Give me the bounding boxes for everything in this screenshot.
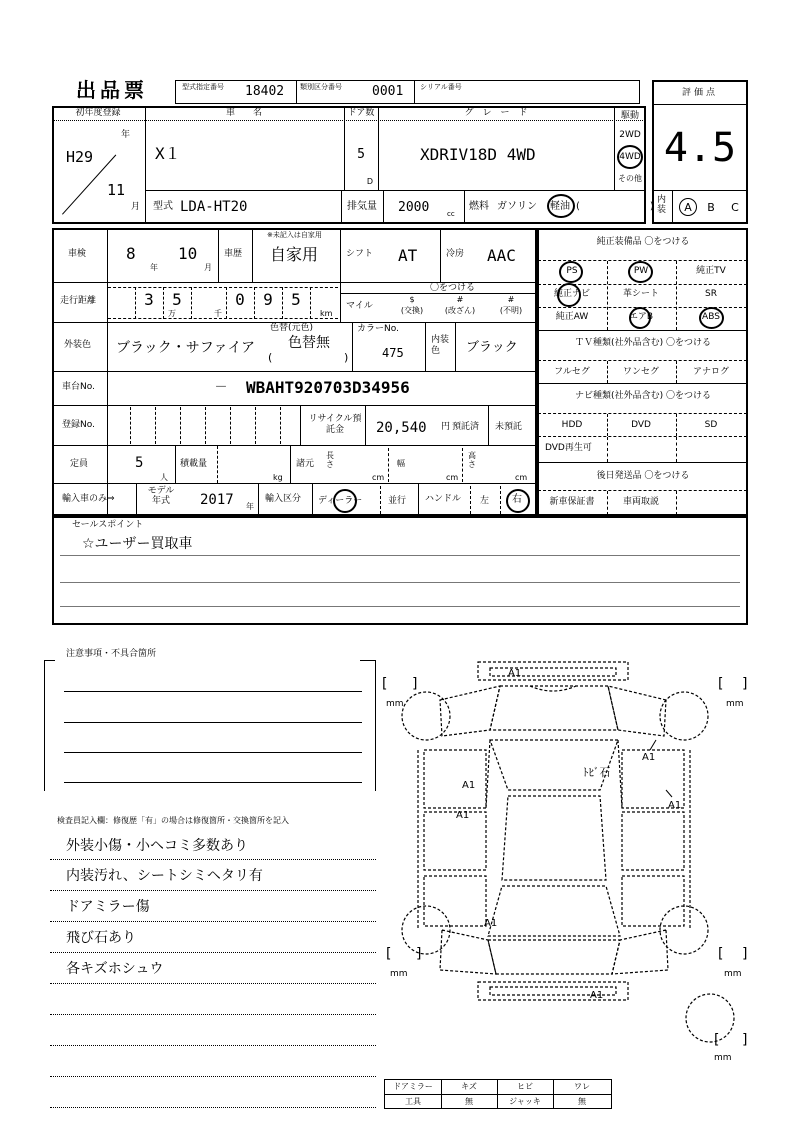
recycle-not-deposited: 未預託 [495, 422, 523, 432]
capacity-value: 5 [135, 455, 144, 471]
legend-header-3: ヒビ [517, 1082, 533, 1091]
interior-grade-c: C [731, 201, 739, 214]
load-label: 積載量 [180, 459, 208, 469]
equipment-sr: SR [705, 289, 717, 299]
equipment-pw: PW [633, 266, 649, 276]
later-manual: 車両取説 [622, 497, 660, 507]
fuel-other-paren: ( ) [576, 201, 654, 212]
shift-value: AT [398, 246, 418, 265]
equipment-aw: 純正AW [555, 312, 589, 322]
sales-point-label: セールスポイント [72, 520, 144, 530]
grade-value: XDRIV18D 4WD [420, 145, 536, 164]
handle-left: 左 [480, 496, 490, 506]
serial-number-label: シリアル番号 [420, 83, 462, 91]
history-label: 車歴 [224, 249, 243, 259]
repaint-paren-close: ) [344, 351, 349, 364]
tv-fullseg: フルセグ [554, 367, 590, 377]
legend-value-2: 無 [465, 1097, 473, 1106]
recycle-label: リサイクル預託金 [308, 414, 362, 435]
inspector-item-4: 飛び石あり [66, 930, 136, 946]
doors-label: ドア数 [347, 108, 375, 118]
chassis-number: WBAHT920703D34956 [246, 378, 410, 397]
score-value: 4.5 [663, 125, 737, 171]
car-name-value: X１ [155, 144, 181, 163]
drive-4wd: 4WD [619, 152, 641, 162]
history-value: 自家用 [270, 245, 319, 264]
inspection-label: 車検 [68, 249, 87, 259]
mark-right-fender: A1 [642, 752, 656, 763]
dims-label: 諸元 [296, 459, 315, 469]
first-reg-year-unit: 年 [121, 130, 131, 140]
legend-value-1: 工具 [405, 1097, 421, 1106]
handle-right: 右 [512, 494, 522, 505]
inspector-label: 検査員記入欄：修復歴「有」の場合は修復箇所・交換箇所を記入 [57, 816, 289, 825]
interior-grade-a-circle [679, 198, 697, 216]
svg-text:[: [ [718, 676, 724, 692]
mileage-digit-1: 3 [144, 290, 154, 309]
mileage-digit-4: 9 [263, 290, 273, 309]
drive-4wd-circle [617, 145, 643, 169]
dims-width-label: 幅 [397, 459, 405, 468]
sales-point-value: ☆ユーザー買取車 [82, 536, 193, 552]
doors-unit: D [366, 177, 374, 186]
interior-color-label: 内装色 [431, 335, 450, 356]
notes-label: 注意事項・不具合箇所 [66, 649, 157, 659]
displacement-label: 排気量 [347, 201, 377, 212]
model-year-value: 2017 [200, 492, 234, 508]
sheet-title: 出品票 [76, 78, 148, 102]
handle-right-circle [506, 489, 530, 513]
inspection-month: 10 [178, 244, 198, 263]
mileage-label: 走行距離 [60, 296, 97, 306]
model-year-unit: 年 [246, 502, 254, 511]
details-box [52, 228, 537, 516]
inspection-year-unit: 年 [150, 263, 158, 272]
notes-bracket-right [360, 660, 376, 791]
recycle-deposited: 預託済 [452, 422, 480, 432]
import-dealer: ディーラー [318, 496, 363, 506]
capacity-unit: 人 [160, 473, 168, 482]
legend-header-4: ワレ [574, 1082, 590, 1091]
first-reg-month: 11 [107, 181, 126, 199]
navi-sd: SD [704, 420, 718, 430]
mileage-digit-5: 5 [291, 290, 301, 309]
later-title: 後日発送品 〇をつける [596, 471, 690, 481]
mileage-modified-symbol: # [456, 295, 464, 304]
recycle-value: 20,540 [376, 420, 427, 436]
equipment-airbag: エアB [628, 312, 654, 322]
equipment-leather: 革シート [622, 289, 660, 299]
svg-text:]: ] [742, 946, 748, 962]
later-warranty: 新車保証書 [549, 497, 595, 507]
dvd-playback: DVD再生可 [545, 443, 592, 453]
inspector-item-5: 各キズホシュウ [66, 961, 164, 977]
equipment-navi-circle [557, 283, 581, 307]
equipment-ps: PS [566, 266, 578, 276]
equipment-title: 純正装備品 〇をつける [596, 237, 690, 247]
car-body-diagram [380, 640, 760, 1063]
mileage-exchange: (交換) [400, 306, 424, 315]
svg-text:[: [ [718, 946, 724, 962]
legend-header-2: キズ [461, 1082, 477, 1091]
dims-length-unit: cm [372, 473, 385, 482]
model-label: 型式 [153, 201, 173, 212]
navi-title: ナビ種類(社外品含む) 〇をつける [575, 391, 711, 401]
class-number-value: 0001 [372, 84, 404, 99]
exterior-color-value: ブラック・サファイア [116, 340, 256, 356]
mileage-unknown: (不明) [499, 306, 523, 315]
first-reg-era-year: H29 [66, 148, 94, 166]
tv-title: ＴＶ種類(社外品含む) 〇をつける [575, 338, 711, 348]
navi-hdd: HDD [561, 420, 583, 430]
inspector-item-3: ドアミラー傷 [66, 899, 150, 915]
drive-2wd: 2WD [619, 130, 641, 140]
class-number-label: 類別区分番号 [300, 83, 342, 91]
mark-front-bumper: A1 [508, 668, 522, 679]
interior-grade-b: B [707, 201, 715, 214]
mark-right-door: A1 [668, 800, 682, 811]
equipment-pw-circle [628, 261, 653, 283]
svg-text:[: [ [714, 1032, 720, 1048]
equipment-ps-circle [559, 261, 583, 283]
inspection-year: 8 [126, 244, 136, 263]
equipment-airbag-circle [628, 307, 654, 329]
chassis-label: 車台No. [62, 382, 95, 392]
mileage-man-unit: 万 [168, 309, 176, 318]
mileage-exchange-symbol: $ [409, 295, 415, 304]
sales-point-box [52, 516, 748, 625]
import-category-label: 輸入区分 [265, 494, 302, 504]
svg-text:[: [ [382, 676, 388, 692]
ac-label: 冷房 [446, 249, 465, 259]
mileage-sen-unit: 千 [214, 309, 222, 318]
legend-header-1: ドアミラー [393, 1082, 433, 1091]
notes-bracket-left [44, 660, 55, 791]
import-label: 輸入車のみ⇒ [62, 494, 115, 504]
grade-label: グ レ ー ド [464, 108, 528, 118]
model-year-label: モデル年式 [147, 486, 175, 506]
repaint-paren-open: ( [268, 351, 273, 364]
mark-left-rear-door: A1 [456, 810, 470, 821]
load-unit: kg [273, 473, 283, 482]
mileage-unknown-symbol: # [507, 295, 515, 304]
svg-text:[: [ [386, 946, 392, 962]
fuel-diesel: 軽油 [550, 201, 570, 212]
interior-grade-a: A [684, 201, 692, 214]
svg-text:]: ] [416, 946, 422, 962]
mark-left-front-door: A1 [462, 780, 476, 791]
equipment-abs: ABS [702, 312, 720, 322]
handle-label: ハンドル [425, 494, 462, 504]
equipment-navi: 純正ナビ [553, 289, 591, 299]
interior-color-value: ブラック [466, 340, 518, 355]
type-number-value: 18402 [245, 84, 285, 99]
displacement-value: 2000 [398, 200, 430, 215]
svg-text:mm: mm [714, 1053, 732, 1063]
mark-rear-bumper: A1 [590, 990, 604, 1001]
mileage-digit-2: 5 [172, 290, 182, 309]
chassis-dash: － [214, 380, 228, 395]
mark-windshield: ﾄﾋﾞ石 [583, 766, 611, 779]
exterior-color-label: 外装色 [64, 340, 92, 350]
registration-label: 登録No. [62, 420, 95, 430]
fuel-gasoline: ガソリン [497, 201, 537, 212]
dims-width-unit: cm [446, 473, 459, 482]
inspection-month-unit: 月 [204, 263, 212, 272]
tv-oneseg: ワンセグ [622, 367, 660, 377]
tv-analog: アナログ [692, 367, 730, 377]
car-name-label: 車 名 [225, 108, 263, 118]
mileage-modified: (改ざん) [444, 306, 476, 315]
drive-other: その他 [618, 174, 642, 183]
equipment-tv: 純正TV [696, 266, 726, 276]
doors-value: 5 [357, 147, 365, 162]
score-label: 評価点 [681, 88, 719, 98]
svg-text:mm: mm [386, 699, 404, 709]
inspector-item-1: 外装小傷・小ヘコミ多数あり [66, 838, 248, 854]
svg-text:]: ] [742, 676, 748, 692]
fuel-label: 燃料 [469, 201, 489, 212]
interior-grade-label: 内装 [657, 195, 667, 215]
svg-text:]: ] [412, 676, 418, 692]
model-value: LDA-HT20 [180, 199, 248, 215]
shift-label: シフト [346, 249, 374, 259]
type-number-label: 型式指定番号 [182, 83, 224, 91]
navi-dvd: DVD [631, 420, 651, 430]
capacity-label: 定員 [70, 459, 89, 469]
recycle-yen: 円 [441, 422, 451, 432]
legend-value-3: ジャッキ [509, 1097, 541, 1106]
history-note: ※未記入は自家用 [267, 231, 322, 239]
ac-value: AAC [487, 246, 516, 265]
drive-label: 駆動 [620, 111, 640, 121]
first-reg-month-unit: 月 [131, 202, 141, 212]
mileage-mile: マイル [346, 301, 373, 311]
svg-text:mm: mm [390, 969, 408, 979]
import-dealer-circle [333, 489, 357, 513]
mileage-circle-note: 〇をつける [430, 283, 476, 293]
dims-height-unit: cm [515, 473, 528, 482]
mark-left-rear: A1 [484, 918, 498, 929]
equipment-abs-circle [699, 307, 724, 329]
svg-text:mm: mm [724, 969, 742, 979]
repaint-value: 色替無 [288, 335, 330, 351]
dims-length-label: 長さ [326, 451, 334, 469]
first-registration-label: 初年度登録 [75, 108, 121, 118]
repaint-label: 色替(元色) [270, 323, 314, 333]
inspector-item-2: 内装汚れ、シートシミヘタリ有 [66, 868, 263, 884]
color-code-label: カラーNo. [357, 324, 399, 334]
legend-value-4: 無 [578, 1097, 586, 1106]
fuel-diesel-circle [547, 194, 575, 218]
mileage-digit-3: 0 [235, 290, 245, 309]
mileage-km-unit: km [320, 309, 333, 318]
svg-text:]: ] [742, 1032, 748, 1048]
dims-height-label: 高さ [468, 451, 476, 469]
displacement-unit: cc [447, 210, 455, 218]
color-code-value: 475 [382, 346, 404, 360]
svg-text:mm: mm [726, 699, 744, 709]
import-parallel: 並行 [388, 496, 407, 506]
